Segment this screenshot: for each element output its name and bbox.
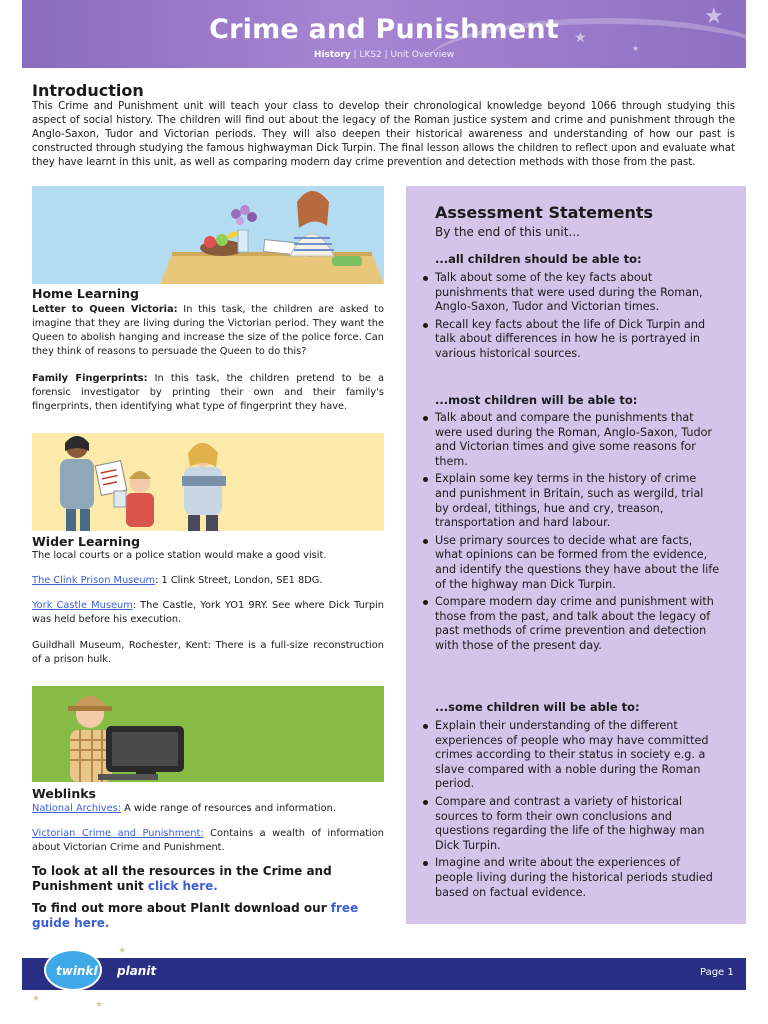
weblinks-illustration [32, 686, 384, 782]
twinkl-logo-text: twinkl [56, 964, 98, 978]
list-item: Compare modern day crime and punishment with those from the past, and talk about the legacy of past methods of crime prevention and detection with those of the present day. [420, 595, 720, 653]
planit-logo-text: planit [117, 964, 157, 978]
york-museum-link[interactable]: York Castle Museum [32, 600, 133, 611]
list-item: Recall key facts about the life of Dick Turpin and talk about differences in how he is portrayed in various historical sources. [420, 318, 720, 362]
resources-click-link[interactable]: click here. [147, 879, 218, 893]
star-icon: ★ [95, 1000, 104, 1010]
clink-museum-link[interactable]: The Clink Prison Museum [32, 575, 156, 586]
planit-guide-link[interactable]: free guide here. [32, 901, 359, 930]
star-icon: ★ [118, 946, 127, 956]
letter-label: Letter to Queen Victoria: [32, 304, 178, 315]
list-item: Compare and contrast a variety of historical sources to form their own conclusions and questions regarding the life of the highway man Dick Turpin. [420, 795, 720, 853]
page-subtitle [22, 50, 746, 60]
most-children-list [420, 411, 720, 657]
page-number: Page 1 [700, 967, 734, 978]
some-children-heading: ...some children will be able to: [435, 700, 640, 714]
wider-learning-illustration [32, 433, 384, 531]
victorian-crime-link[interactable]: Victorian Crime and Punishment: [32, 828, 204, 839]
list-item: Talk about some of the key facts about punishments that were used during the Roman, Anglo-Saxon, Tudor and Victorian times. [420, 271, 720, 315]
introduction-text: This Crime and Punishment unit will teach your class to develop their chronological knowledge beyond 1066 through studying this aspect of social history. The children will find out about the legacy of the Roman justice system and crime and punishment through the Anglo-Saxon, Tudor and Victorian periods. They will also deepen their historical awareness and understanding of how our past is constructed through studying the famous highwayman Dick Turpin. The final lesson allows the children to reflect upon and evaluate what they have learnt in this unit, as well as comparing modern day crime prevention and detection methods with those from the past. [32, 101, 735, 168]
star-icon: ★ [704, 4, 724, 29]
header-banner [22, 0, 746, 68]
home-learning-fingerprints [32, 372, 384, 414]
planit-cta [32, 901, 384, 931]
planit-cta-text: To find out more about PlanIt download our [32, 901, 331, 915]
list-item: Use primary sources to decide what are facts, what opinions can be formed from the evidence, and identify the questions they have about the life of the highway man Dick Turpin. [420, 534, 720, 592]
fingerprints-text: In this task, the children pretend to be a forensic investigator by printing their own and their family's fingerprints, then identifying what type of fingerprint they have. [32, 373, 384, 412]
home-learning-illustration [32, 186, 384, 284]
home-learning-letter [32, 303, 384, 359]
york-museum-text: : The Castle, York YO1 9RY. See where Dick Turpin was held before his execution. [32, 600, 384, 625]
clink-museum-address: : 1 Clink Street, London, SE1 8DG. [155, 575, 323, 586]
victorian-crime-item [32, 827, 384, 855]
most-children-heading: ...most children will be able to: [435, 393, 638, 407]
wider-learning-intro: The local courts or a police station would make a good visit. [32, 550, 327, 561]
page-title: Crime and Punishment [209, 14, 559, 45]
star-icon: ★ [632, 44, 640, 53]
wider-learning-heading: Wider Learning [32, 534, 141, 549]
weblinks-heading: Weblinks [32, 786, 96, 801]
introduction-heading: Introduction [32, 81, 144, 100]
resources-cta [32, 864, 384, 894]
subject-label: History [313, 50, 351, 60]
guildhall-museum-item: Guildhall Museum, Rochester, Kent: There is a full-size reconstruction of a prison hulk. [32, 640, 384, 665]
national-archives-item [32, 802, 384, 816]
resources-cta-text: To look at all the resources in the Crime and Punishment unit [32, 864, 332, 893]
star-icon: ★ [574, 30, 587, 46]
list-item: Explain their understanding of the different experiences of people who may have committed crimes according to their status in society e.g. a slave compared with a noble during the Roman period. [420, 719, 720, 792]
clink-museum-item [32, 574, 384, 588]
national-archives-link[interactable]: National Archives: [32, 803, 121, 814]
some-children-list [420, 719, 720, 903]
list-item: Talk about and compare the punishments that were used during the Roman, Anglo-Saxon, Tudor and Victorian times and give some reasons for them. [420, 411, 720, 469]
list-item: Imagine and write about the experiences of people living during the historical periods studied based on factual evidence. [420, 856, 720, 900]
subtitle-rest: | LKS2 | Unit Overview [350, 50, 455, 60]
all-children-heading: ...all children should be able to: [435, 252, 642, 266]
victorian-crime-text: Contains a wealth of information about Victorian Crime and Punishment. [32, 828, 384, 853]
star-icon: ★ [32, 994, 41, 1004]
national-archives-text: A wide range of resources and information. [121, 803, 336, 814]
home-learning-heading: Home Learning [32, 286, 139, 301]
assessment-subtitle: By the end of this unit... [435, 225, 580, 239]
list-item: Explain some key terms in the history of crime and punishment in Britain, such as wergild, trial by ordeal, tithings, hue and cry, treason, transportation and hard labour. [420, 472, 720, 530]
assessment-heading: Assessment Statements [435, 203, 654, 222]
letter-text: In this task, the children are asked to imagine that they are living during the Victorian period. They want the Queen to abolish hanging and increase the size of the police force. Can they think of reasons to persuade the Queen to do this? [32, 304, 384, 357]
fingerprints-label: Family Fingerprints: [32, 373, 148, 384]
york-museum-item [32, 599, 384, 627]
all-children-list [420, 271, 720, 365]
